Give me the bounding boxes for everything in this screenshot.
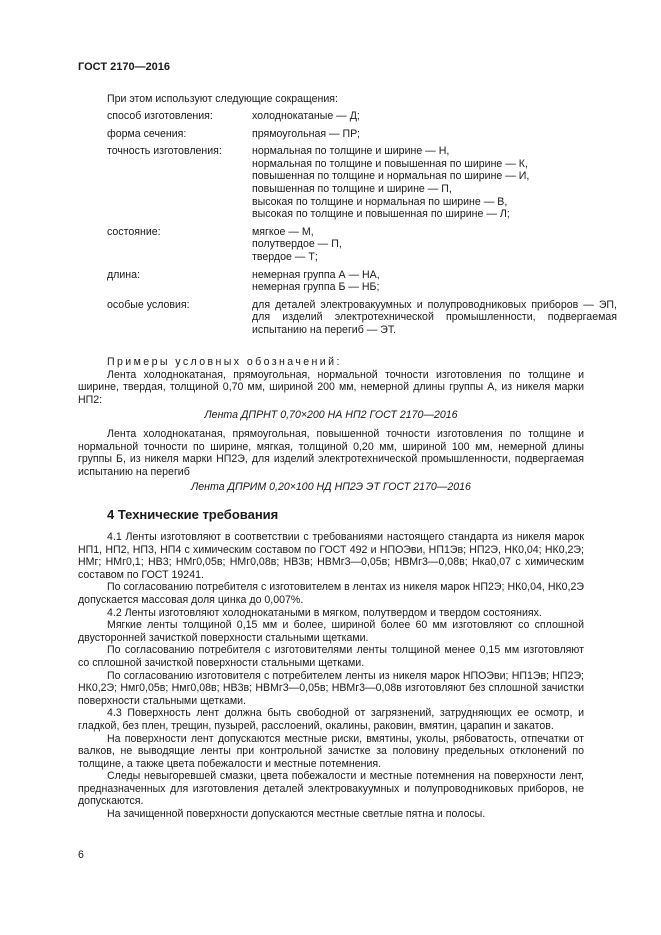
paragraph: По согласованию изготовителя с потребителем ленты из никеля марок НПОЭви; НП1Эв; НП2Э; НК0,2Э; Нмг0,05в; Нмг0,08в; НВ3в; НВМг3—0,05в; НВМг3—0,08в изготовляют без сплошной зачистки поверхности стальными щетками.	[78, 669, 584, 707]
example-designation: Лента ДПРИМ 0,20×100 НД НП2Э ЭТ ГОСТ 2170—2016	[191, 481, 471, 494]
abbr-value: немерная группа Б — НБ;	[252, 281, 380, 294]
abbreviations-intro: При этом используют следующие сокращения:	[107, 93, 338, 105]
abbr-value: немерная группа А — НА,	[252, 268, 380, 281]
abbr-value: повышенная по толщине и ширине — П,	[252, 182, 452, 195]
document-header: ГОСТ 2170—2016	[78, 61, 171, 73]
abbr-value: нормальная по толщине и повышенная по ширине — К,	[252, 157, 528, 170]
abbr-row-accuracy	[107, 145, 587, 221]
paragraph: 4.3 Поверхность лент должна быть свободной от загрязнений, затрудняющих ее осмотр, и гладкой, без плен, трещин, пузырей, расслоений, окалины, раковин, вмятин, царапин и закатов.	[78, 707, 584, 732]
paragraph: По согласованию потребителя с изготовителями ленты толщиной менее 0,15 мм изготовляют со сплошной зачисткой поверхности стальными щетками.	[78, 644, 584, 669]
abbr-term: особые условия:	[107, 298, 190, 311]
abbr-row-method	[107, 110, 587, 123]
example-text: Лента холоднокатаная, прямоугольная, повышенной точности изготовления по толщине и нормальной точности по ширине, мягкая, толщиной 0,20 мм, шириной 100 мм, немерной длины группы Б, из никеля марки НП2Э, для изделий электротехнической промышленности, подвергаемая испытанию на перегиб	[78, 427, 584, 478]
abbr-value: высокая по толщине и нормальная по ширине — В,	[252, 195, 508, 208]
section-body	[78, 531, 584, 821]
abbr-row-shape	[107, 128, 587, 141]
paragraph: Мягкие ленты толщиной 0,15 мм и более, шириной более 60 мм изготовляют со сплошной двусторонней зачисткой поверхности стальными щетками.	[78, 619, 584, 644]
paragraph: На поверхности лент допускаются местные риски, вмятины, уколы, рябоватость, отпечатки от валков, не выводящие ленты при контрольной зачистке за половину предельных отклонений по толщине, а также цвета побежалости и местные потемнения.	[78, 732, 584, 770]
abbr-value: повышенная по толщине и нормальная по ширине — И,	[252, 170, 530, 183]
abbr-row-special	[107, 298, 617, 337]
example-designation: Лента ДПРНТ 0,70×200 НА НП2 ГОСТ 2170—2016	[204, 409, 458, 422]
abbr-term: способ изготовления:	[107, 110, 213, 122]
abbr-value: нормальная по толщине и ширине — Н,	[252, 145, 450, 158]
abbr-value: прямоугольная — ПР;	[252, 127, 360, 140]
examples-block	[78, 356, 584, 500]
section-title: 4 Технические требования	[107, 507, 279, 522]
abbr-value: твердое — Т;	[252, 250, 318, 263]
paragraph: На зачищенной поверхности допускаются местные светлые пятна и полосы.	[107, 808, 486, 821]
abbr-row-length	[107, 269, 587, 294]
paragraph: Следы невыгоревшей смазки, цвета побежалости и местные потемнения на поверхности лент, предназначенных для изготовления деталей электровакуумных и полупроводниковых приборов, не допускаются.	[78, 770, 584, 808]
page-number: 6	[78, 849, 84, 861]
example-text: Лента холоднокатаная, прямоугольная, нормальной точности изготовления по толщине и ширине, твердая, толщиной 0,70 мм, шириной 200 мм, немерной длины группы А, из никеля марки НП2:	[78, 368, 584, 406]
abbreviations-table	[107, 110, 617, 342]
abbr-value: высокая по толщине и повышенная по ширине — Л;	[252, 208, 510, 221]
abbr-value: полутвердое — П,	[252, 238, 342, 251]
paragraph: По согласованию потребителя с изготовителем в лентах из никеля марок НП2Э; НК0,04, НК0,2Э допускается массовая доля цинка до 0,007%.	[78, 581, 584, 606]
abbr-value: для деталей электровакуумных и полупроводниковых приборов — ЭП, для изделий электротехнической промышленности, подвергаемая испытанию на перегиб — ЭТ.	[252, 298, 617, 336]
paragraph: 4.2 Ленты изготовляют холоднокатаными в мягком, полутвердом и твердом состояниях.	[107, 606, 542, 619]
abbr-value: мягкое — М,	[252, 225, 314, 238]
examples-heading: Примеры условных обозначений:	[107, 356, 342, 368]
paragraph: 4.1 Ленты изготовляют в соответствии с требованиями настоящего стандарта из никеля марок НП1, НП2, НП3, НП4 с химическим составом по ГОСТ 492 и НПОЭви, НП1Эв; НП2Э, НК0,04; НК0,2Э; НМг; НМг0,1; НВ3; НМг0,05в; НМг0,08в; НВ3в; НВМг3—0,05в; НВМг3—0,08в; Нка0,07 с химическим составом по ГОСТ 19241.	[78, 531, 584, 581]
abbr-term: состояние:	[107, 225, 161, 238]
abbr-term: длина:	[107, 268, 140, 281]
abbr-value: холоднокатаные — Д;	[252, 110, 360, 122]
abbr-term: форма сечения:	[107, 127, 187, 140]
abbr-term: точность изготовления:	[107, 145, 222, 158]
abbr-row-state	[107, 226, 587, 264]
